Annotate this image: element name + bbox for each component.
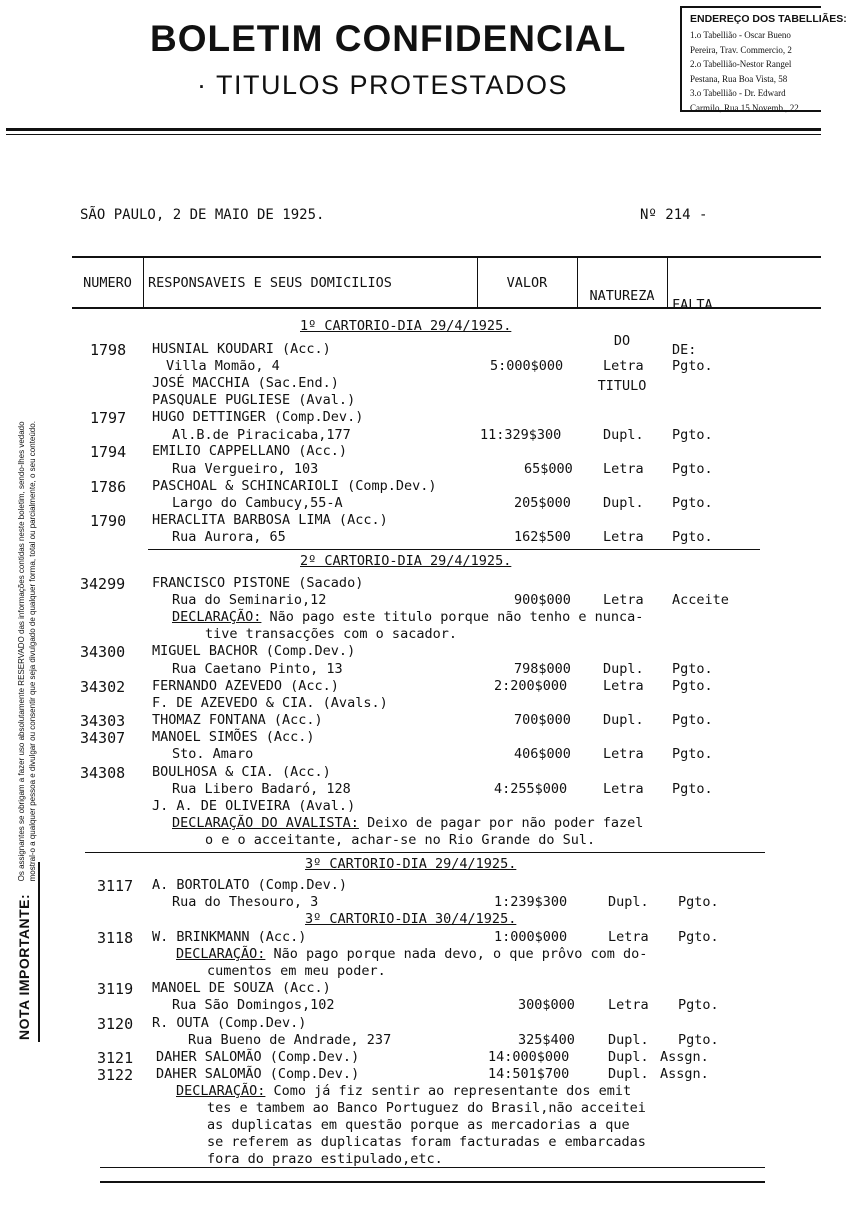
entry-number: 34299 [80,575,126,593]
entry-address: Rua Vergueiro, 103 [172,461,319,477]
entry-number: 3120 [97,1015,134,1033]
entry-name: DAHER SALOMÃO (Comp.Dev.) [156,1049,360,1065]
declaration-text: se referem as duplicatas foram facturadas e embarcadas [207,1134,646,1150]
entry-address: Sto. Amaro [172,746,254,762]
declaration-text: Não pago este titulo porque não tenho e nunca- [261,609,644,625]
entry-value: 65$000 [524,461,573,477]
entry-nature: Letra [603,592,644,608]
entry-reason: Assgn. [660,1049,709,1065]
entry-number: 1790 [90,512,127,530]
entry-address: Largo do Cambucy,55-A [172,495,343,511]
important-note-text [16,421,38,881]
entry-reason: Pgto. [678,997,719,1013]
entry-reason: Pgto. [678,1032,719,1048]
bottom-rule [100,1167,765,1168]
entry-value: 300$000 [518,997,575,1013]
entry-nature: Dupl. [603,427,644,443]
entry-name: HUSNIAL KOUDARI (Acc.) [152,341,331,357]
entry-address: Rua Libero Badaró, 128 [172,781,351,797]
entry-number: 1794 [90,443,127,461]
entry-nature: Dupl. [608,894,649,910]
entry-nature: Letra [608,997,649,1013]
entry-nature: Dupl. [603,661,644,677]
masthead-rule-thin [6,134,821,135]
entry-name: W. BRINKMANN (Acc.) [152,929,307,945]
important-note-line: mostral-o a qualquer pessoa e divulgar ou consentir que seja divulgado de qualquer forma, total ou parcialmente, o seu conteúdo. [28,421,37,882]
entry-name: A. BORTOLATO (Comp.Dev.) [152,877,348,893]
entry-reason: Pgto. [672,358,713,374]
entry-value: 406$000 [514,746,571,762]
masthead-rule [6,128,821,131]
entry-name: R. OUTA (Comp.Dev.) [152,1015,307,1031]
entry-nature: Dupl. [603,495,644,511]
notary-address-line: 1.o Tabellião - Oscar Bueno [690,30,791,40]
entry-nature: Dupl. [608,1032,649,1048]
entry-co-obligor: J. A. DE OLIVEIRA (Aval.) [152,798,356,814]
declaration-label: DECLARAÇÃO: [172,609,262,625]
entry-address: Rua do Thesouro, 3 [172,894,319,910]
declaration-text: as duplicatas em questão porque as mercadorias a que [207,1117,630,1133]
entry-name: HERACLITA BARBOSA LIMA (Acc.) [152,512,388,528]
entry-address: Villa Momão, 4 [166,358,280,374]
declaration-label: DECLARAÇÃO DO AVALISTA: [172,815,359,831]
entry-value: 325$400 [518,1032,575,1048]
entry-reason: Pgto. [672,461,713,477]
entry-name: DAHER SALOMÃO (Comp.Dev.) [156,1066,360,1082]
entry-value: 4:255$000 [494,781,568,797]
entry-declaration [176,946,647,962]
entry-value: 1:000$000 [494,929,568,945]
entry-declaration [176,1083,631,1099]
header-falta-line: FALTA [672,297,713,313]
entry-name: HUGO DETTINGER (Comp.Dev.) [152,409,364,425]
entry-name: BOULHOSA & CIA. (Acc.) [152,764,331,780]
entry-reason: Pgto. [672,495,713,511]
entry-nature: Letra [603,678,644,694]
entry-value: 1:239$300 [494,894,568,910]
entry-reason: Pgto. [672,781,713,797]
header-natureza-line: NATUREZA [589,288,655,304]
notaries-address-box [680,6,847,113]
entry-value: 11:329$300 [480,427,562,443]
entry-value: 2:200$000 [494,678,568,694]
entry-nature: Letra [603,746,644,762]
header-natureza [577,259,667,424]
important-note-label: NOTA IMPORTANTE: [16,893,32,1040]
bulletin-title: BOLETIM CONFIDENCIAL [150,18,627,59]
declaration-text: Como já fiz sentir ao representante dos emit [265,1083,632,1099]
entry-name: MIGUEL BACHOR (Comp.Dev.) [152,643,356,659]
entry-value: 14:000$000 [488,1049,570,1065]
entry-value: 162$500 [514,529,571,545]
important-note-rule [38,862,40,1042]
entry-value: 900$000 [514,592,571,608]
declaration-label: DECLARAÇÃO: [176,946,266,962]
notary-address-line: Pestana, Rua Boa Vista, 58 [690,73,788,84]
entry-name: MANOEL SIMÕES (Acc.) [152,729,315,745]
important-note [16,0,38,1040]
notaries-address-title: ENDEREÇO DOS TABELLIÃES: [690,13,847,25]
entry-reason: Pgto. [672,746,713,762]
section-separator [85,852,765,853]
notary-address-line: 3.o Tabellião - Dr. Edward [690,88,786,98]
entry-value: 798$000 [514,661,571,677]
section-title: 1º CARTORIO-DIA 29/4/1925. [300,318,512,334]
entry-value: 700$000 [514,712,571,728]
entry-name: FRANCISCO PISTONE (Sacado) [152,575,364,591]
entry-declaration [172,815,643,831]
bulletin-subtitle: · TITULOS PROTESTADOS [197,70,569,100]
entry-number: 3119 [97,980,134,998]
entry-number: 3118 [97,929,134,947]
entry-reason: Acceite [672,592,729,608]
entry-nature: Letra [603,529,644,545]
entry-co-obligor: JOSÉ MACCHIA (Sac.End.) [152,375,339,391]
notary-address-line: 2.o Tabellião-Nestor Rangel [690,59,792,69]
entry-co-obligor: PASQUALE PUGLIESE (Aval.) [152,392,356,408]
entry-number: 3122 [97,1066,134,1084]
entry-number: 34307 [80,729,126,747]
entry-reason: Pgto. [678,929,719,945]
section-title: 2º CARTORIO-DIA 29/4/1925. [300,553,512,569]
header-numero: NUMERO [83,275,132,291]
entry-reason: Pgto. [672,661,713,677]
entry-reason: Assgn. [660,1066,709,1082]
section-title: 3º CARTORIO-DIA 29/4/1925. [305,856,517,872]
entry-reason: Pgto. [678,894,719,910]
entry-number: 34303 [80,712,126,730]
declaration-text: tes e tambem ao Banco Portuguez do Brasil,não acceitei [207,1100,646,1116]
entry-value: 14:501$700 [488,1066,570,1082]
declaration-label: DECLARAÇÃO: [176,1083,266,1099]
entry-name: FERNANDO AZEVEDO (Acc.) [152,678,339,694]
entry-address: Al.B.de Piracicaba,177 [172,427,351,443]
entry-nature: Dupl. [603,712,644,728]
entry-name: PASCHOAL & SCHINCARIOLI (Comp.Dev.) [152,478,437,494]
entry-value: 5:000$000 [490,358,564,374]
column-divider [667,258,668,307]
entry-number: 34302 [80,678,126,696]
entry-address: Rua Bueno de Andrade, 237 [188,1032,392,1048]
declaration-text: cumentos em meu poder. [207,963,386,979]
entry-number: 3121 [97,1049,134,1067]
section-title: 3º CARTORIO-DIA 30/4/1925. [305,911,517,927]
column-divider [143,258,144,307]
bulletin-number: Nº 214 - [640,207,708,223]
entry-nature: Letra [603,358,644,374]
entry-nature: Letra [603,781,644,797]
entry-name: MANOEL DE SOUZA (Acc.) [152,980,331,996]
entry-nature: Dupl. [608,1066,649,1082]
declaration-text: o e o acceitante, achar-se no Rio Grande do Sul. [205,832,596,848]
bottom-rule-double [100,1181,765,1183]
entry-address: Rua Caetano Pinto, 13 [172,661,343,677]
entry-address: Rua Aurora, 65 [172,529,286,545]
entry-name: THOMAZ FONTANA (Acc.) [152,712,323,728]
entry-value: 205$000 [514,495,571,511]
entry-name: EMILIO CAPPELLANO (Acc.) [152,443,348,459]
entry-nature: Letra [608,929,649,945]
entry-number: 34308 [80,764,126,782]
entry-address: Rua do Seminario,12 [172,592,327,608]
notary-address-line: Pereira, Trav. Commercio, 2 [690,44,792,55]
entry-number: 1797 [90,409,127,427]
entry-declaration [172,609,643,625]
entry-number: 1786 [90,478,127,496]
declaration-text: fora do prazo estipulado,etc. [207,1151,443,1167]
entry-reason: Pgto. [672,529,713,545]
header-falta-line: DE: [672,342,697,358]
entry-number: 34300 [80,643,126,661]
notary-address-line: Carmilo, Rua 15 Novemb., 22 [690,102,799,113]
entry-reason: Pgto. [672,678,713,694]
section-separator [148,549,760,550]
entry-reason: Pgto. [672,712,713,728]
declaration-text: Não pago porque nada devo, o que prôvo com do- [265,946,648,962]
important-note-line: Os assignantes se obrigam a fazer uso absolutamente RESERVADO das informações contidas neste boletim, sendo-lhes vedado [17,421,26,882]
header-valor: VALOR [506,275,548,291]
header-natureza-line: DO [613,333,631,349]
declaration-text: Deixo de pagar por não poder fazel [358,815,644,831]
header-natureza-line: TITULO [597,378,647,394]
entry-nature: Dupl. [608,1049,649,1065]
entry-reason: Pgto. [672,427,713,443]
entry-number: 3117 [97,877,134,895]
entry-address: Rua São Domingos,102 [172,997,335,1013]
entry-nature: Letra [603,461,644,477]
header-responsaveis: RESPONSAVEIS E SEUS DOMICILIOS [148,275,392,291]
dateline: SÃO PAULO, 2 DE MAIO DE 1925. [80,207,325,223]
declaration-text: tive transacções com o sacador. [205,626,457,642]
entry-number: 1798 [90,341,127,359]
entry-co-obligor: F. DE AZEVEDO & CIA. (Avals.) [152,695,388,711]
